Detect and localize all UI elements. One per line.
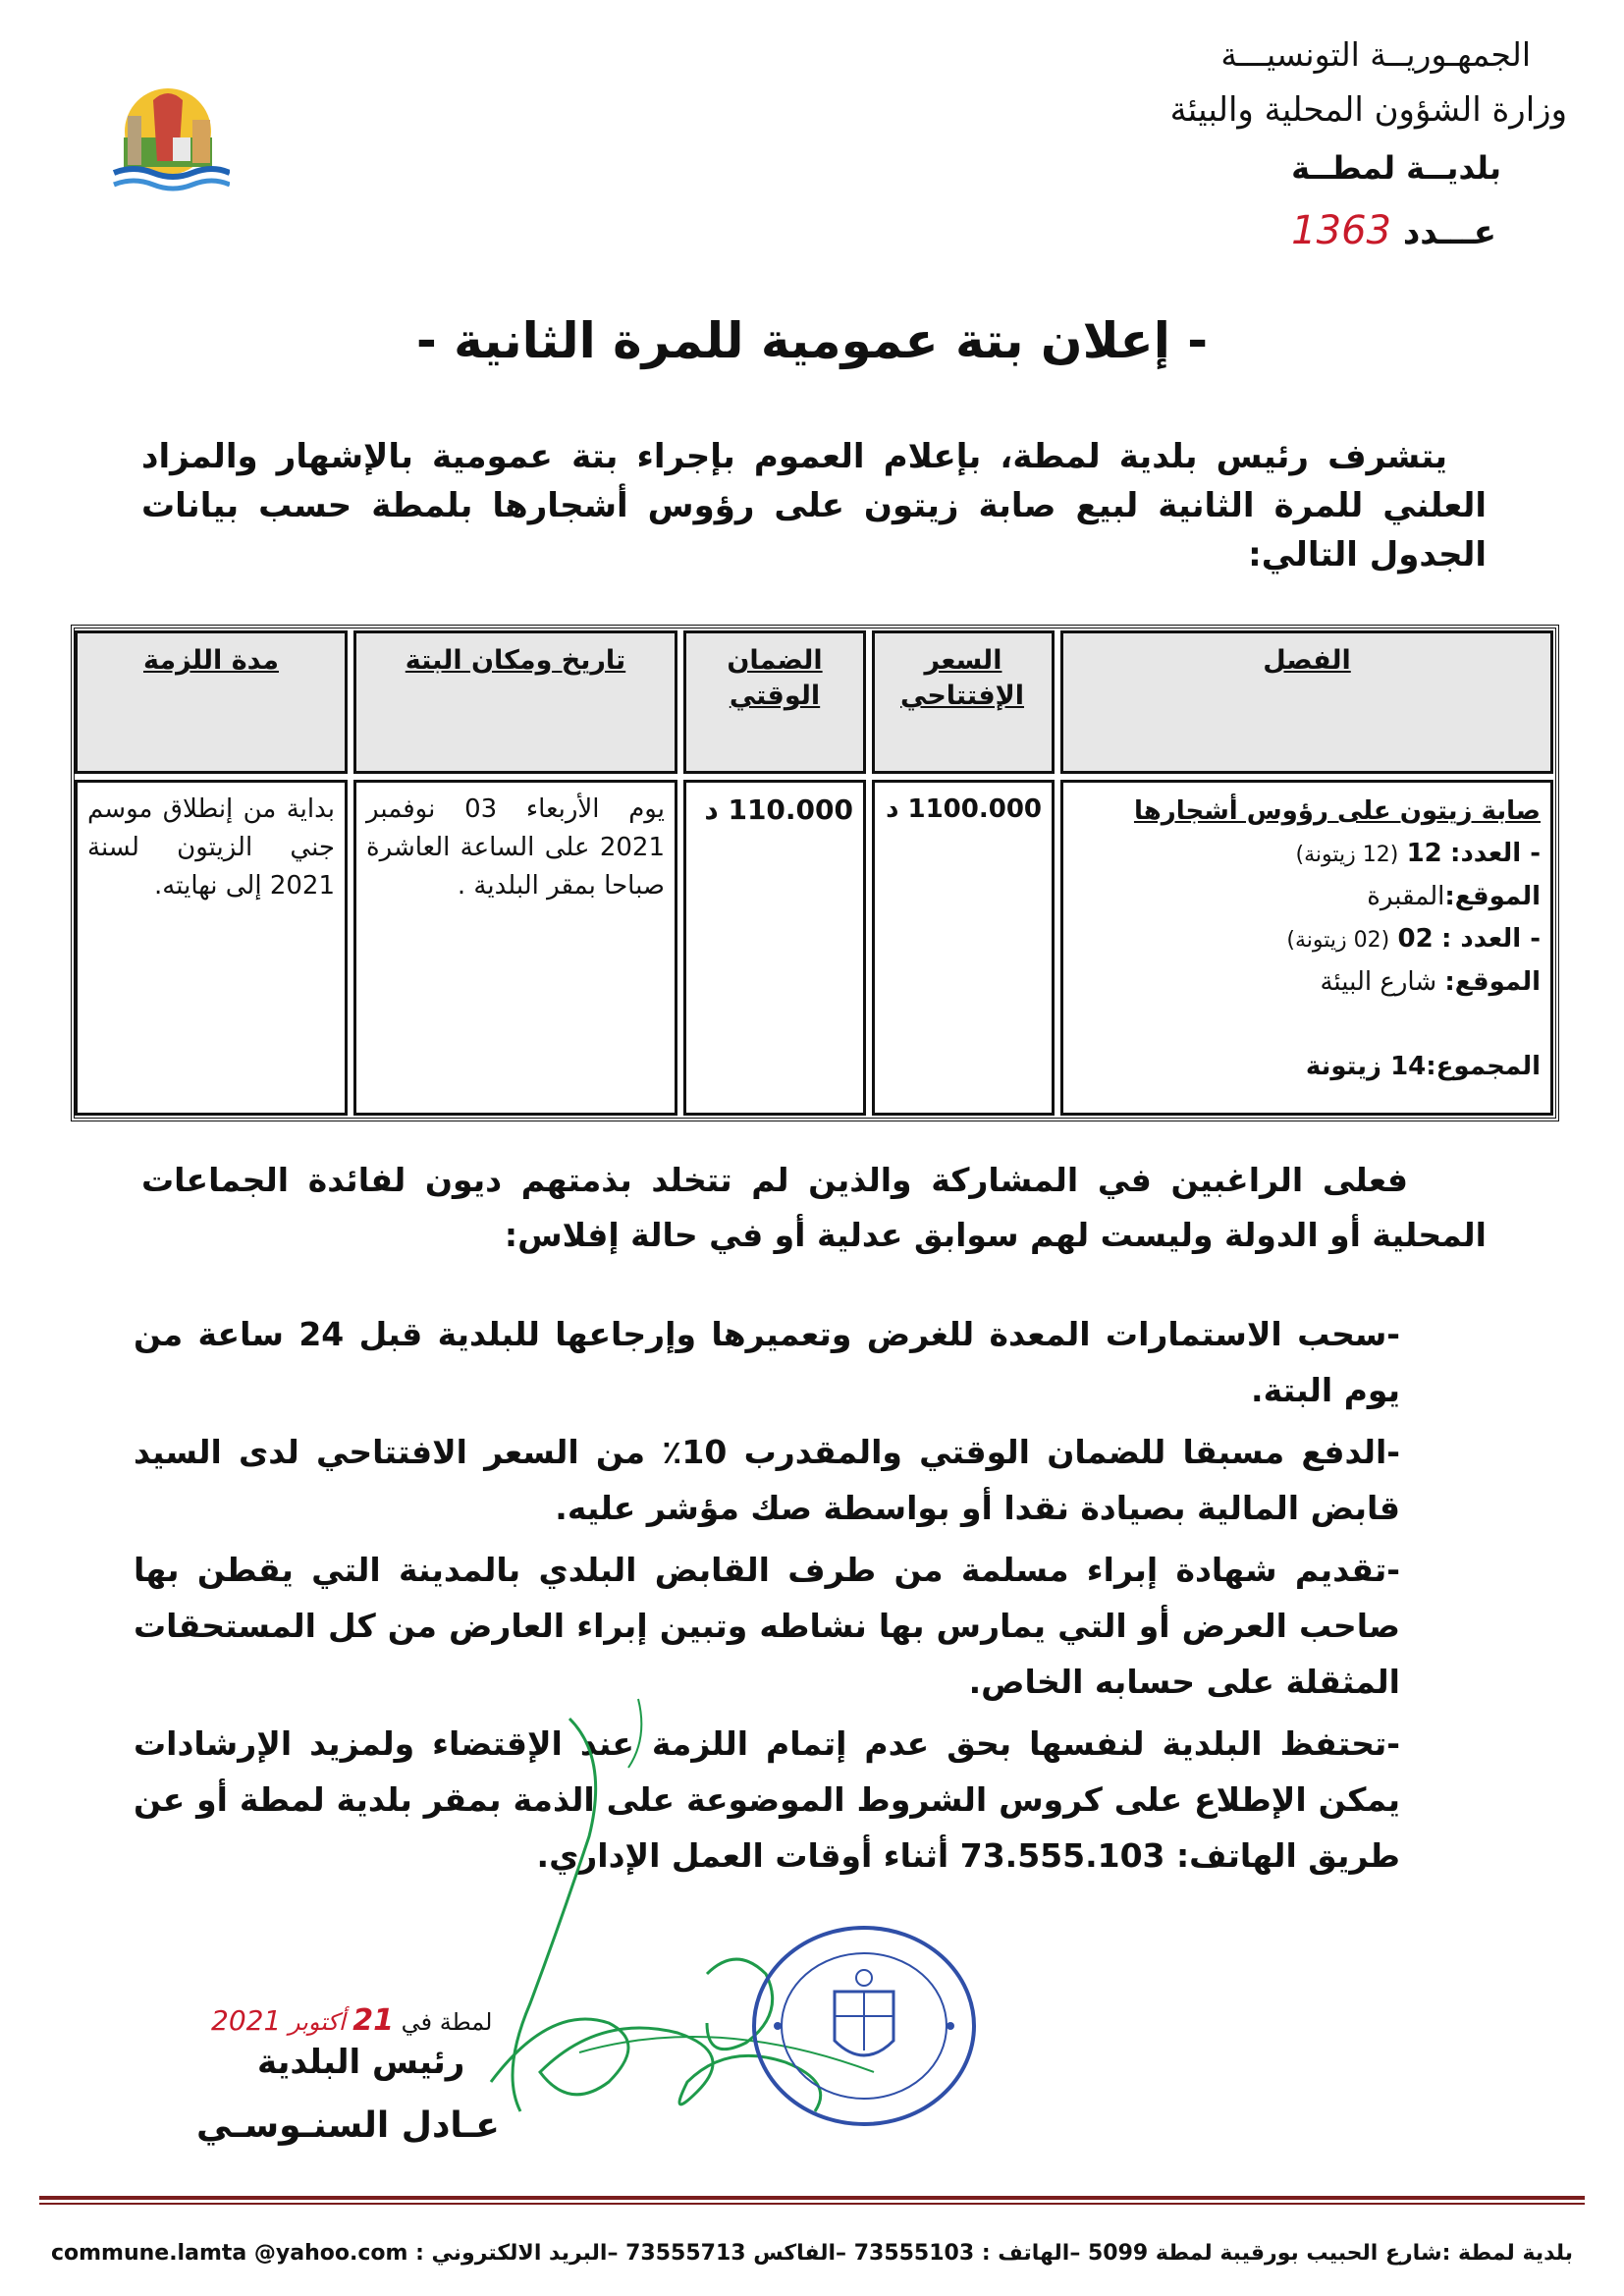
date-month: أكتوبر <box>288 2008 346 2036</box>
site2-line <box>1073 961 1541 1004</box>
header-cell-date-place <box>353 630 677 774</box>
footer-contact: بلدية لمطة :شارع الحبيب بورقيبة لمطة 5099 –الهاتف : 73555103 –الفاكس 73555713 –البريد الالكتروني : commune.lamta @yahoo.com <box>50 2241 1574 2266</box>
duration-value: بداية من إنطلاق موسم جني الزيتون لسنة 2021 إلى نهايته. <box>87 794 335 901</box>
conditions-intro: فعلى الراغبين في المشاركة والذين لم تتخلد بذمتهم ديون لفائدة الجماعات المحلية أو الدولة وليست لهم سوابق عدلية أو في حالة إفلاس: <box>141 1161 1487 1254</box>
count2-value: 02 <box>1397 924 1434 954</box>
site1-label: الموقع: <box>1444 882 1541 911</box>
site1-value: المقبرة <box>1367 882 1445 911</box>
ministry-heading: وزارة الشؤون المحلية والبيئة <box>1169 90 1567 130</box>
footer-rule <box>39 2196 1585 2200</box>
body-cell-guarantee <box>683 780 866 1116</box>
page-title: - إعلان بتة عمومية للمرة الثانية - <box>415 312 1209 369</box>
total-value: 14 زيتونة <box>1305 1052 1427 1081</box>
condition-item: -تحتفظ البلدية لنفسها بحق عدم إتمام اللزمة عند الإقتضاء ولمزيد الإرشادات يمكن الإطلاع على كروس الشروط الموضوعة على الذمة بمقر بلدية لمطة أو عن طريق الهاتف: 73.555.103 أثناء أوقات العمل الإداري. <box>134 1724 1400 1875</box>
date-day: 21 <box>352 2003 394 2038</box>
header-cell-guarantee <box>683 630 866 774</box>
number-label: عـــدد <box>1402 213 1496 252</box>
municipality-heading: بلديــة لمطــة <box>1291 149 1501 187</box>
republic-heading: الجمهـوريــة التونسيـــة <box>1220 35 1531 74</box>
footer-rule-thin <box>39 2203 1585 2205</box>
item-details <box>1063 783 1550 1096</box>
header-guarantee-label: الضمان الوقتي <box>727 645 823 711</box>
guarantee-value: 110.000 د <box>704 793 853 826</box>
mayor-name: عـادل السنـوسـي <box>196 2105 500 2146</box>
date-place-value: يوم الأربعاء 03 نوفمبر 2021 على الساعة العاشرة صباحا بمقر البلدية . <box>366 794 665 901</box>
header-cell-item <box>1060 630 1553 774</box>
count1-note: (12 زيتونة) <box>1295 843 1399 867</box>
count1-label: - العدد: <box>1450 839 1541 868</box>
count1-line <box>1073 833 1541 876</box>
body-cell-duration <box>75 780 348 1116</box>
date-year: 2021 <box>211 2004 282 2037</box>
site2-value: شارع البيئة <box>1320 967 1437 997</box>
body-cell-opening-price <box>872 780 1055 1116</box>
header-duration-label: مدة اللزمة <box>143 645 279 676</box>
reference-number <box>1291 208 1496 253</box>
total-label: المجموع: <box>1426 1052 1541 1081</box>
header-opening-price-label: السعر الإفتتاحي <box>900 645 1024 711</box>
header-date-place-label: تاريخ ومكان البتة <box>405 645 626 676</box>
body-cell-item <box>1060 780 1553 1116</box>
total-line <box>1073 1046 1541 1088</box>
number-value: 1363 <box>1291 208 1391 253</box>
item-title: صابة زيتون على رؤوس أشجارها <box>1133 796 1541 826</box>
condition-item: -الدفع مسبقا للضمان الوقتي والمقدرب 10٪ من السعر الافتتاحي لدى السيد قابض المالية بصيادة نقدا أو بواسطة صك مؤشر عليه. <box>134 1433 1400 1527</box>
count2-note: (02 زيتونة) <box>1286 928 1390 953</box>
condition-item: -سحب الاستمارات المعدة للغرض وتعميرها وإرجاعها للبلدية قبل 24 ساعة من يوم البتة. <box>134 1315 1400 1409</box>
signature-date <box>211 2003 492 2038</box>
body-cell-date-place <box>353 780 677 1116</box>
condition-item: -تقديم شهادة إبراء مسلمة من طرف القابض البلدي بالمدينة التي يقطن بها صاحب العرض أو التي يمارس بها نشاطه وتبين إبراء العارض من كل المستحقات المثقلة على حسابه الخاص. <box>134 1551 1400 1701</box>
municipality-logo-icon <box>106 81 230 198</box>
header-cell-duration <box>75 630 348 774</box>
date-prefix: لمطة في <box>401 2008 493 2036</box>
mayor-title: رئيس البلدية <box>257 2043 465 2082</box>
opening-price-value: 1100.000 د <box>886 794 1042 824</box>
official-stamp-icon <box>748 1923 980 2129</box>
intro-paragraph: يتشرف رئيس بلدية لمطة، بإعلام العموم بإجراء بتة عمومية بالإشهار والمزاد العلني للمرة الثانية لبيع صابة زيتون على رؤوس أشجارها بلمطة حسب بيانات الجدول التالي: <box>141 437 1487 574</box>
auction-table <box>71 625 1559 1121</box>
header-item-label: الفصل <box>1263 645 1351 676</box>
count1-value: 12 <box>1406 839 1442 868</box>
site1-line <box>1073 876 1541 918</box>
header-cell-opening-price <box>872 630 1055 774</box>
count2-label: - العدد : <box>1440 924 1541 954</box>
count2-line <box>1073 918 1541 961</box>
site2-label: الموقع: <box>1444 967 1541 997</box>
